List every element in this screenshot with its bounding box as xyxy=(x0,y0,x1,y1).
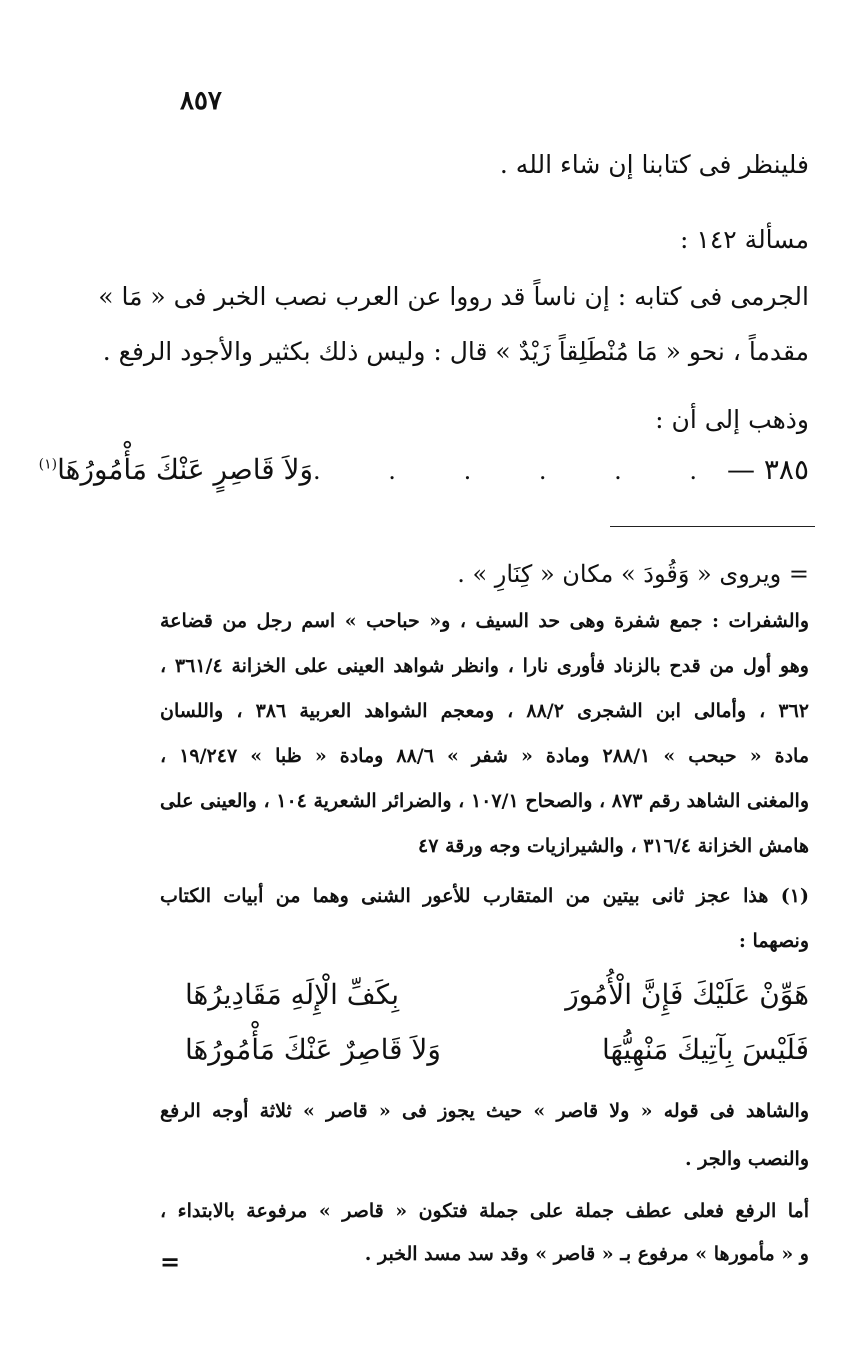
footnote-line: مادة « حبحب » ٢٨٨/١ ومادة « شفر » ٨٨/٦ ومادة « ظبا » ١٩/٢٤٧ ، xyxy=(160,745,809,767)
continuation-mark: = xyxy=(160,1247,181,1276)
text-line: مقدماً ، نحو « مَا مُنْطَلِقاً زَيْدٌ » قال : وليس ذلك بكثير والأجود الرفع . xyxy=(102,337,809,366)
commentary-line: أما الرفع فعلى عطف جملة على جملة فتكون « قاصر » مرفوعة بالابتداء ، xyxy=(160,1200,809,1222)
verse-line xyxy=(38,453,809,486)
text-line: فلينظر فى كتابنا إن شاء الله . xyxy=(499,150,809,179)
footnote-divider xyxy=(610,526,815,527)
poem-hemistich: بِكَفِّ الْإِلَهِ مَقَادِيرُهَا xyxy=(185,978,400,1011)
poem-hemistich: وَلاَ قَاصِرٌ عَنْكَ مَأْمُورُهَا xyxy=(185,1033,441,1066)
poem-verse-2 xyxy=(185,1033,809,1066)
text-line: وذهب إلى أن : xyxy=(655,405,809,434)
verse-ellipsis: . . . . . . xyxy=(313,457,727,485)
commentary-line: و « مأمورها » مرفوع بـ « قاصر » وقد سد مسد الخبر . xyxy=(364,1243,809,1265)
poem-hemistich: فَلَيْسَ بِآتِيكَ مَنْهِيُّهَا xyxy=(601,1033,809,1066)
footnote-line: والشفرات : جمع شفرة وهى حد السيف ، و« حباحب » اسم رجل من قضاعة xyxy=(160,610,809,632)
verse-number: ٣٨٥ — xyxy=(726,453,809,486)
footnote-ref: (١) xyxy=(38,456,58,473)
footnote-line: ونصهما : xyxy=(738,930,809,952)
footnote-line: = ويروى « وَقُودَ » مكان « كِنَارِ » . xyxy=(457,560,809,588)
text-line: الجرمى فى كتابه : إن ناساً قد رووا عن العرب نصب الخبر فى « مَا » xyxy=(98,282,809,311)
footnote-line: هامش الخزانة ٣١٦/٤ ، والشيرازيات وجه ورقة ٤٧ xyxy=(418,835,809,857)
poem-verse-1 xyxy=(185,978,809,1011)
commentary-line: والشاهد فى قوله « ولا قاصر » حيث يجوز فى « قاصر » ثلاثة أوجه الرفع xyxy=(160,1100,809,1122)
footnote-line: ٣٦٢ ، وأمالى ابن الشجرى ٨٨/٢ ، ومعجم الشواهد العربية ٣٨٦ ، واللسان xyxy=(160,700,809,722)
footnote-line: (١) هذا عجز ثانى بيتين من المتقارب للأعور الشنى وهما من أبيات الكتاب xyxy=(160,885,809,907)
page-number: ٨٥٧ xyxy=(180,86,222,116)
footnote-line: وهو أول من قدح بالزناد فأورى نارا ، وانظر شواهد العينى على الخزانة ٣٦١/٤ ، xyxy=(160,655,809,677)
footnote-line: والمغنى الشاهد رقم ٨٧٣ ، والصحاح ١٠٧/١ ، والضرائر الشعرية ١٠٤ ، والعينى على xyxy=(160,790,810,812)
verse-hemistich: وَلاَ قَاصِرٍ عَنْكَ مَأْمُورُهَا xyxy=(57,453,314,486)
poem-hemistich: هَوِّنْ عَلَيْكَ فَإِنَّ الْأُمُورَ xyxy=(565,978,809,1011)
question-heading: مسألة ١٤٢ : xyxy=(680,225,809,254)
commentary-line: والنصب والجر . xyxy=(685,1148,809,1170)
verse-text xyxy=(39,453,313,486)
